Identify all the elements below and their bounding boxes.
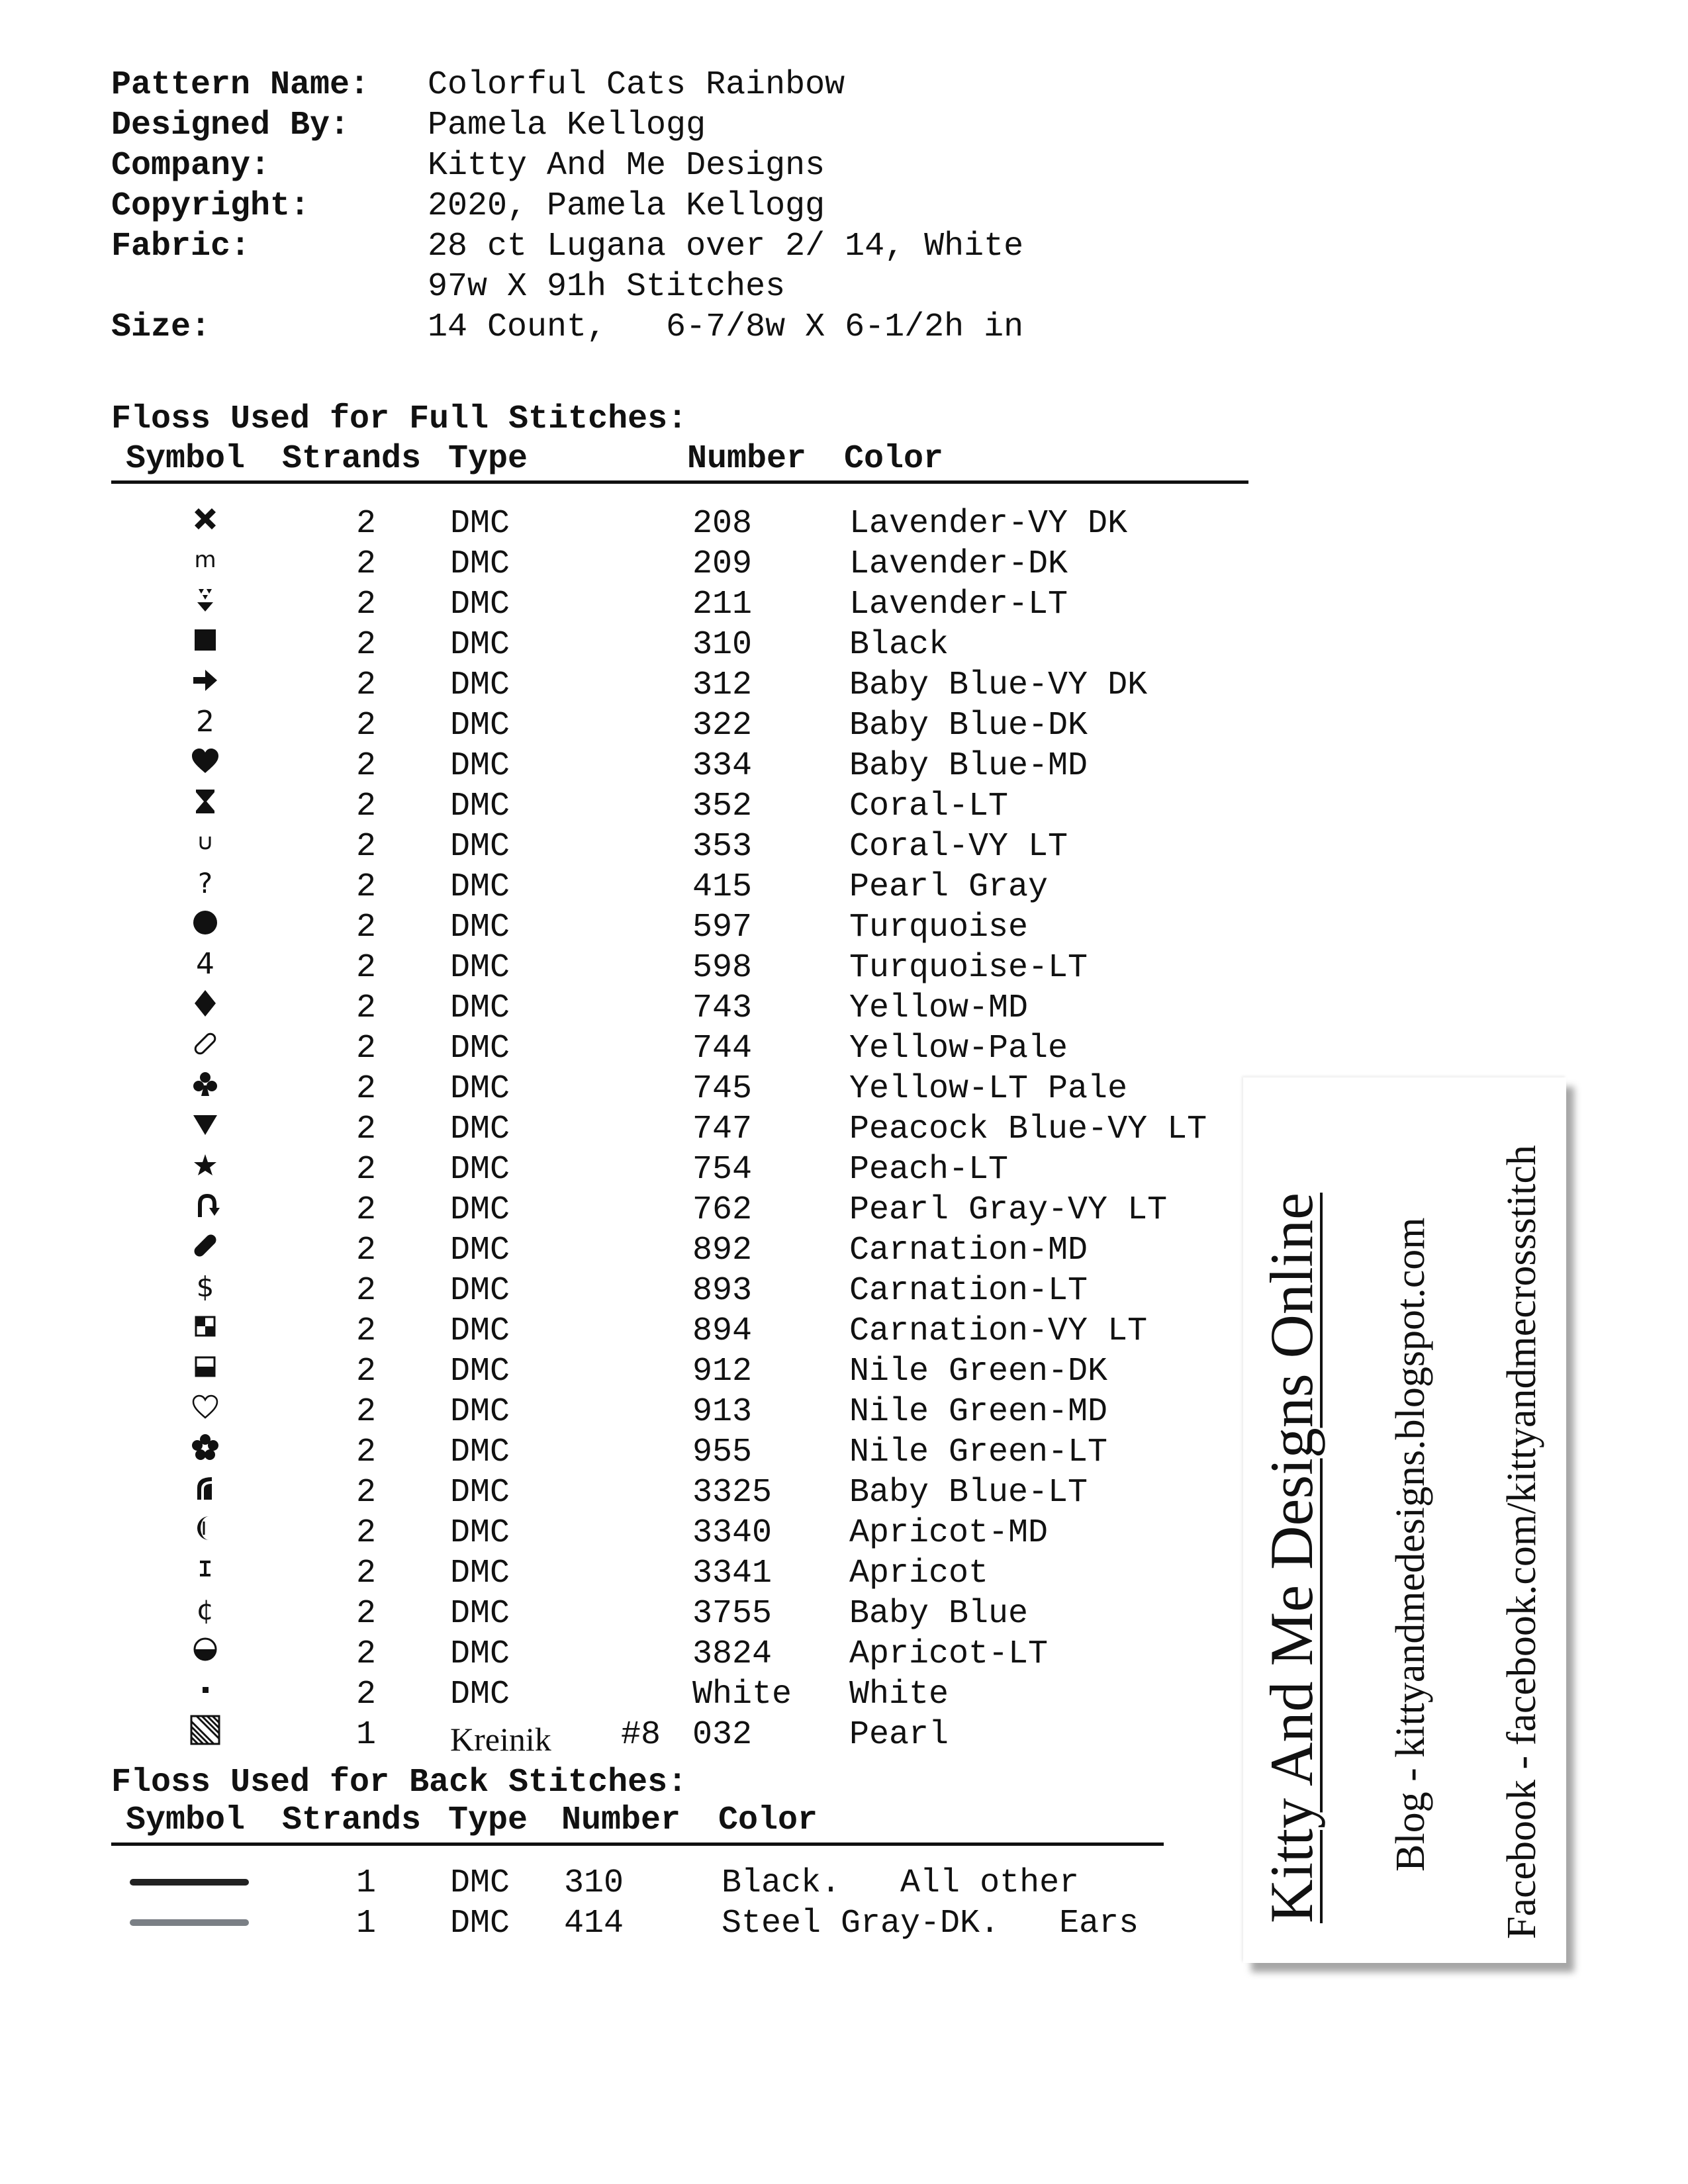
info-row	[111, 146, 1023, 186]
floss-color-name: Carnation-MD	[849, 1232, 1088, 1269]
floss-strands: 2	[356, 1474, 377, 1512]
back-header-number: Number	[561, 1801, 681, 1839]
floss-type: DMC	[450, 747, 510, 785]
heart-outline-icon	[165, 1390, 245, 1424]
info-value: Kitty And Me Designs	[428, 147, 825, 185]
info-row	[111, 105, 1023, 146]
floss-row	[111, 1590, 1237, 1633]
floss-row	[111, 742, 1237, 785]
circle-filled-icon	[165, 906, 245, 939]
floss-type: DMC	[450, 1111, 510, 1148]
letter-m-icon	[165, 543, 245, 576]
full-header-rule	[111, 480, 1248, 484]
floss-number: 744	[692, 1030, 753, 1068]
floss-type: DMC	[450, 989, 510, 1027]
floss-row	[111, 863, 1237, 906]
floss-strands: 2	[356, 1030, 377, 1068]
full-header-number: Number	[687, 440, 807, 478]
small-square-icon	[165, 1673, 245, 1706]
info-value: 97w X 91h Stitches	[428, 268, 786, 306]
backstitch-number: 414	[564, 1905, 624, 1942]
floss-number: 597	[692, 909, 753, 946]
floss-strands: 2	[356, 949, 377, 987]
floss-strands: 2	[356, 1191, 377, 1229]
online-card	[1243, 1077, 1566, 1963]
floss-color-name: Lavender-VY DK	[849, 505, 1128, 543]
small-u-icon	[165, 825, 245, 858]
floss-number: 310	[692, 626, 753, 664]
backstitch-line-swatch	[130, 1879, 249, 1886]
square-filled-icon	[165, 623, 245, 657]
floss-type: DMC	[450, 1070, 510, 1108]
backstitch-row	[111, 1864, 1170, 1905]
letter-i-icon	[165, 1552, 245, 1585]
info-label: Copyright:	[111, 187, 310, 225]
floss-row	[111, 1630, 1237, 1673]
floss-number: 3755	[692, 1595, 773, 1633]
floss-number: 312	[692, 666, 753, 704]
floss-strands: 2	[356, 586, 377, 623]
floss-color-name: Apricot	[849, 1555, 989, 1592]
floss-strands: 2	[356, 666, 377, 704]
floss-color-name: Apricot-MD	[849, 1514, 1049, 1552]
floss-color-name: Carnation-VY LT	[849, 1312, 1148, 1350]
capsule-filled-icon	[165, 1229, 245, 1262]
floss-color-name: Apricot-LT	[849, 1635, 1049, 1673]
floss-color-name: Baby Blue-LT	[849, 1474, 1088, 1512]
floss-number: 754	[692, 1151, 753, 1189]
undo-arrow-icon	[165, 1189, 245, 1222]
floss-strands: 2	[356, 626, 377, 664]
floss-row	[111, 1711, 1237, 1758]
floss-strands: 2	[356, 747, 377, 785]
floss-color-name: Baby Blue	[849, 1595, 1029, 1633]
floss-row	[111, 500, 1237, 543]
floss-color-name: Lavender-LT	[849, 586, 1068, 623]
floss-type: DMC	[450, 1474, 510, 1512]
floss-number: 745	[692, 1070, 753, 1108]
quarter-arc-icon	[165, 1471, 245, 1504]
floss-type: DMC	[450, 828, 510, 866]
floss-row	[111, 782, 1237, 823]
floss-strands: 2	[356, 788, 377, 825]
floss-row	[111, 1267, 1237, 1310]
floss-row	[111, 1388, 1237, 1431]
back-stitches-table	[111, 1864, 1170, 1945]
info-row	[111, 186, 1023, 226]
svg-text:m: m	[194, 547, 216, 573]
cross-bold-icon	[165, 502, 245, 535]
floss-color-name: Turquoise-LT	[849, 949, 1088, 987]
full-header-type: Type	[448, 440, 528, 478]
floss-type: DMC	[450, 666, 510, 704]
back-header-color: Color	[718, 1801, 818, 1839]
backstitch-strands: 1	[356, 1905, 377, 1942]
floss-type: DMC	[450, 788, 510, 825]
floss-number: 598	[692, 949, 753, 987]
dollar-icon	[165, 1269, 245, 1302]
pattern-info	[111, 65, 1023, 347]
heart-filled-icon	[165, 745, 245, 778]
floss-number: 747	[692, 1111, 753, 1148]
floss-strands: 2	[356, 1272, 377, 1310]
floss-number: 209	[692, 545, 753, 583]
floss-number: 912	[692, 1353, 753, 1390]
question-mark-icon	[165, 866, 245, 899]
floss-number: 415	[692, 868, 753, 906]
floss-number: 208	[692, 505, 753, 543]
floss-strands: 2	[356, 505, 377, 543]
info-value: 28 ct Lugana over 2/ 14, White	[428, 228, 1024, 265]
floss-type: DMC	[450, 909, 510, 946]
floss-number: 892	[692, 1232, 753, 1269]
floss-strands: 2	[356, 1393, 377, 1431]
floss-type: DMC	[450, 626, 510, 664]
floss-strands: 2	[356, 545, 377, 583]
backstitch-row	[111, 1905, 1170, 1945]
floss-number: 211	[692, 586, 753, 623]
info-label: Pattern Name:	[111, 66, 370, 104]
floss-type: DMC	[450, 545, 510, 583]
svg-text:?: ?	[197, 867, 213, 898]
floss-color-name: Yellow-Pale	[849, 1030, 1068, 1068]
floss-row	[111, 621, 1237, 664]
full-header-color: Color	[844, 440, 944, 478]
floss-number: 032	[692, 1716, 753, 1754]
capsule-outline-icon	[165, 1027, 245, 1060]
half-circle-icon	[165, 1633, 245, 1666]
floss-strands: 2	[356, 1353, 377, 1390]
floss-type: DMC	[450, 505, 510, 543]
info-value: Pamela Kellogg	[428, 107, 706, 144]
info-label: Fabric:	[111, 228, 251, 265]
floss-color-name: Baby Blue-MD	[849, 747, 1088, 785]
floss-row	[111, 1549, 1237, 1590]
backstitch-color-name: Steel Gray-DK. Ears	[722, 1905, 1139, 1942]
floss-type: DMC	[450, 1030, 510, 1068]
digit-2-icon	[165, 704, 245, 737]
floss-color-name: Nile Green-MD	[849, 1393, 1108, 1431]
three-triangles-icon	[165, 583, 245, 616]
floss-color-name: Yellow-LT Pale	[849, 1070, 1128, 1108]
backstitch-type: DMC	[450, 1905, 510, 1942]
flower-icon	[165, 1431, 245, 1464]
floss-row	[111, 1509, 1237, 1552]
floss-color-name: Baby Blue-VY DK	[849, 666, 1148, 704]
floss-row	[111, 580, 1237, 621]
floss-color-name: Nile Green-LT	[849, 1433, 1108, 1471]
card-facebook-link: Facebook - facebook.com/kittyandmecrossstitch	[1499, 1144, 1544, 1939]
floss-row	[111, 1024, 1237, 1068]
svg-text:$: $	[196, 1271, 214, 1302]
floss-strands: 2	[356, 707, 377, 745]
floss-color-name: Pearl Gray-VY LT	[849, 1191, 1168, 1229]
floss-row	[111, 1347, 1237, 1388]
full-header-symbol: Symbol	[126, 440, 246, 478]
floss-type: DMC	[450, 1232, 510, 1269]
floss-color-name: Coral-LT	[849, 788, 1009, 825]
floss-strands: 2	[356, 1151, 377, 1189]
info-row	[111, 65, 1023, 105]
floss-number: 3824	[692, 1635, 773, 1673]
floss-type: DMC	[450, 1272, 510, 1310]
full-stitches-title: Floss Used for Full Stitches:	[111, 400, 688, 438]
info-row	[111, 267, 1023, 307]
floss-type: DMC	[450, 1555, 510, 1592]
checker-icon	[165, 1310, 245, 1343]
info-label: Size:	[111, 308, 211, 346]
floss-number: 894	[692, 1312, 753, 1350]
floss-type: DMC	[450, 1433, 510, 1471]
floss-number: 3340	[692, 1514, 773, 1552]
info-label: Designed By:	[111, 107, 350, 144]
floss-color-name: Pearl Gray	[849, 868, 1049, 906]
floss-strands: 2	[356, 1433, 377, 1471]
info-value: 2020, Pamela Kellogg	[428, 187, 825, 225]
digit-4-icon	[165, 946, 245, 979]
floss-type: DMC	[450, 1514, 510, 1552]
triangle-down-icon	[165, 1108, 245, 1141]
floss-type: DMC	[450, 949, 510, 987]
floss-row	[111, 661, 1237, 702]
floss-row	[111, 1065, 1237, 1108]
floss-type: DMC	[450, 1191, 510, 1229]
floss-color-name: Black	[849, 626, 949, 664]
hourglass-icon	[165, 785, 245, 818]
floss-strands: 2	[356, 1676, 377, 1713]
floss-strands: 2	[356, 1070, 377, 1108]
floss-number: 353	[692, 828, 753, 866]
floss-strands: 1	[356, 1716, 377, 1754]
half-square-icon	[165, 1350, 245, 1383]
floss-strands: 2	[356, 1111, 377, 1148]
floss-row	[111, 1670, 1237, 1711]
arrow-right-icon	[165, 664, 245, 697]
floss-row	[111, 1226, 1237, 1267]
floss-strands: 2	[356, 1232, 377, 1269]
floss-strands: 2	[356, 1595, 377, 1633]
floss-color-name: Baby Blue-DK	[849, 707, 1088, 745]
floss-color-name: Peacock Blue-VY LT	[849, 1111, 1207, 1148]
floss-color-name: White	[849, 1676, 949, 1713]
full-header-strands: Strands	[282, 440, 422, 478]
info-row	[111, 226, 1023, 267]
back-header-rule	[111, 1843, 1164, 1846]
info-row	[111, 307, 1023, 347]
floss-row	[111, 1428, 1237, 1469]
back-stitches-title: Floss Used for Back Stitches:	[111, 1764, 688, 1801]
floss-row	[111, 944, 1237, 987]
floss-type: Kreinik	[450, 1721, 551, 1758]
floss-strands: 2	[356, 1312, 377, 1350]
floss-type: DMC	[450, 1595, 510, 1633]
floss-type: DMC	[450, 1151, 510, 1189]
floss-row	[111, 1469, 1237, 1512]
floss-strands: 2	[356, 828, 377, 866]
backstitch-line-swatch	[130, 1919, 249, 1926]
floss-color-name: Turquoise	[849, 909, 1029, 946]
backstitch-color-name: Black. All other	[722, 1864, 1080, 1902]
floss-number: 743	[692, 989, 753, 1027]
floss-color-name: Carnation-LT	[849, 1272, 1088, 1310]
info-label: Company:	[111, 147, 271, 185]
floss-type: DMC	[450, 1312, 510, 1350]
back-header-type: Type	[448, 1801, 528, 1839]
card-title: Kitty And Me Designs Online	[1258, 1193, 1325, 1923]
floss-strands: 2	[356, 1555, 377, 1592]
info-label	[111, 267, 428, 307]
floss-type: DMC	[450, 586, 510, 623]
floss-row	[111, 702, 1237, 745]
floss-row	[111, 1105, 1237, 1146]
floss-strands: 2	[356, 909, 377, 946]
floss-row	[111, 984, 1237, 1027]
floss-strands: 2	[356, 868, 377, 906]
floss-number: 3325	[692, 1474, 773, 1512]
floss-color-name: Pearl	[849, 1716, 949, 1754]
floss-color-name: Lavender-DK	[849, 545, 1068, 583]
floss-row	[111, 823, 1237, 866]
floss-color-name: Yellow-MD	[849, 989, 1029, 1027]
back-header-symbol: Symbol	[126, 1801, 246, 1839]
backstitch-strands: 1	[356, 1864, 377, 1902]
back-header-strands: Strands	[282, 1801, 422, 1839]
floss-type: DMC	[450, 707, 510, 745]
floss-row	[111, 1146, 1237, 1189]
backstitch-type: DMC	[450, 1864, 510, 1902]
floss-number: 3341	[692, 1555, 773, 1592]
floss-type: DMC	[450, 1393, 510, 1431]
floss-number: White	[692, 1676, 792, 1713]
floss-number: 762	[692, 1191, 753, 1229]
floss-number: 955	[692, 1433, 753, 1471]
floss-number: 322	[692, 707, 753, 745]
floss-row	[111, 1186, 1237, 1229]
cent-icon	[165, 1592, 245, 1625]
floss-row	[111, 903, 1237, 944]
floss-strands: 2	[356, 989, 377, 1027]
star-icon	[165, 1148, 245, 1181]
floss-type: DMC	[450, 1353, 510, 1390]
floss-row	[111, 1307, 1237, 1350]
floss-type-suffix: #8	[621, 1716, 661, 1754]
floss-number: 334	[692, 747, 753, 785]
diamond-filled-icon	[165, 987, 245, 1020]
floss-color-name: Coral-VY LT	[849, 828, 1068, 866]
svg-text:¢: ¢	[196, 1594, 214, 1625]
backstitch-number: 310	[564, 1864, 624, 1902]
svg-text:4: 4	[196, 947, 214, 979]
full-stitches-table	[111, 500, 1237, 1758]
floss-strands: 2	[356, 1514, 377, 1552]
floss-type: DMC	[450, 1676, 510, 1713]
floss-row	[111, 540, 1237, 583]
crescent-icon	[165, 1512, 245, 1545]
floss-color-name: Nile Green-DK	[849, 1353, 1108, 1390]
floss-type: DMC	[450, 1635, 510, 1673]
floss-strands: 2	[356, 1635, 377, 1673]
club-icon	[165, 1068, 245, 1101]
svg-text:2: 2	[196, 705, 214, 737]
card-blog-link: Blog - kittyandmedesigns.blogspot.com	[1388, 1217, 1433, 1872]
floss-number: 893	[692, 1272, 753, 1310]
floss-number: 352	[692, 788, 753, 825]
floss-color-name: Peach-LT	[849, 1151, 1009, 1189]
info-value: 14 Count, 6-7/8w X 6-1/2h in	[428, 308, 1024, 346]
floss-type: DMC	[450, 868, 510, 906]
info-value: Colorful Cats Rainbow	[428, 66, 845, 104]
floss-number: 913	[692, 1393, 753, 1431]
hatched-square-icon	[165, 1713, 245, 1747]
